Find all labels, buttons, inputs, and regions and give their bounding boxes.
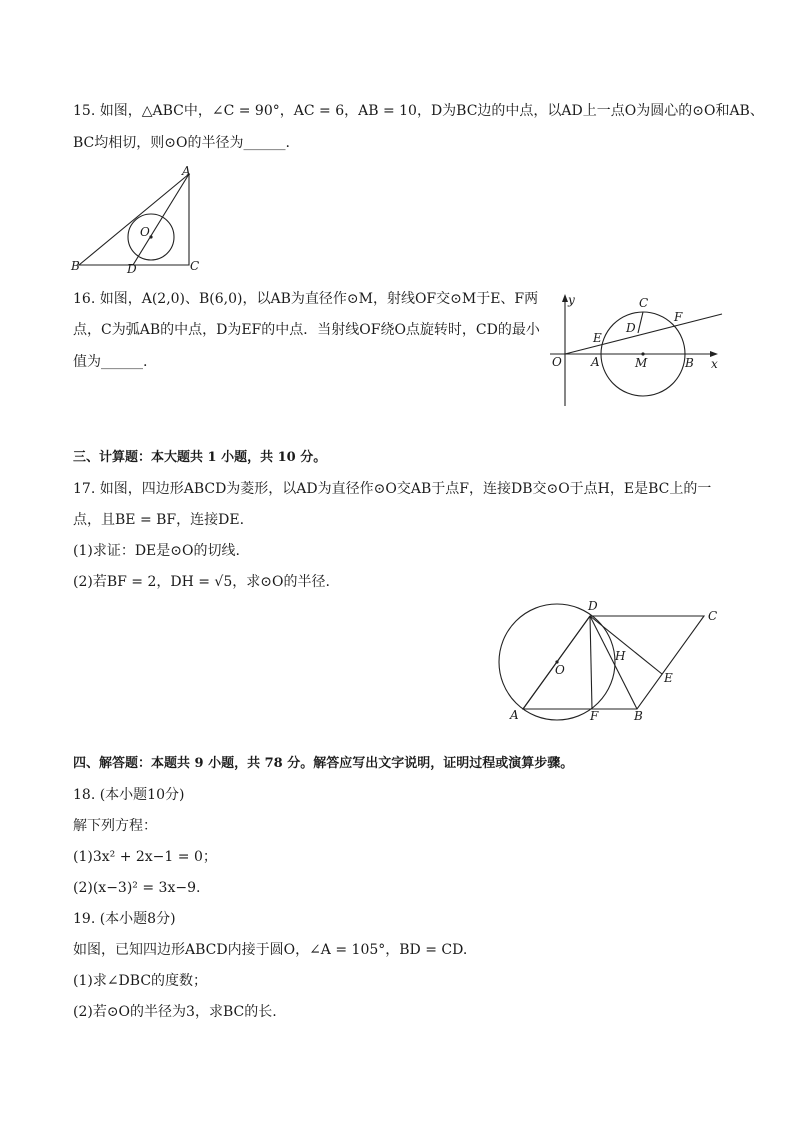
q19-part1: (1)求∠DBC的度数； (73, 973, 208, 989)
label-d: D (127, 262, 137, 276)
label-y: y (568, 293, 575, 307)
q17-rhombus-figure (492, 596, 724, 726)
q16-text-line2: 点，C为弧AB的中点，D为EF的中点．当射线OF绕O点旋转时，CD的最小 (73, 322, 540, 338)
q19-part2: (2)若⊙O的半径为3，求BC的长. (73, 1004, 277, 1020)
section-3-heading: 三、计算题：本大题共 1 小题，共 10 分。 (73, 450, 327, 465)
center-o-dot (149, 235, 152, 238)
label-a: A (510, 708, 519, 722)
label-c: C (639, 296, 649, 310)
label-b: B (71, 259, 80, 273)
label-b: B (685, 356, 694, 370)
triangle-abc (79, 174, 189, 265)
q17-part1: (1)求证：DE是⊙O的切线. (73, 543, 240, 559)
label-x: x (711, 357, 718, 371)
segment-df (590, 616, 592, 709)
label-o: O (552, 355, 562, 369)
label-d: D (626, 321, 636, 335)
label-d: D (588, 599, 598, 613)
q15-text-line2: BC均相切，则⊙O的半径为______. (73, 135, 290, 151)
segment-de (590, 616, 662, 674)
q19-title: 19. (本小题8分) (73, 911, 176, 927)
q15-text-line1: 15. 如图，△ABC中，∠C = 90°，AC = 6，AB = 10，D为BC边的中点，以AD上一点O为圆心的⊙O和AB、 (73, 103, 764, 119)
segment-ad (133, 174, 189, 265)
q16-text-line1: 16. 如图，A(2,0)、B(6,0)，以AB为直径作⊙M，射线OF交⊙M于E、F两 (73, 291, 539, 307)
label-c: C (190, 259, 200, 273)
label-h: H (615, 649, 626, 663)
label-b: B (634, 709, 643, 723)
q18-part2: (2)(x−3)² = 3x−9. (73, 880, 201, 896)
q17-part2: (2)若BF = 2，DH = √5，求⊙O的半径. (73, 574, 330, 590)
q16-coordinate-figure (546, 286, 724, 410)
diagonal-db (590, 616, 637, 709)
label-e: E (664, 671, 673, 685)
label-m: M (635, 356, 648, 370)
label-f: F (674, 310, 683, 324)
q19-intro: 如图，已知四边形ABCD内接于圆O，∠A = 105°，BD = CD. (73, 942, 468, 958)
label-o: O (140, 225, 150, 239)
q17-text-line2: 点，且BE = BF，连接DE. (73, 512, 245, 528)
label-o: O (555, 663, 565, 677)
label-e: E (593, 331, 602, 345)
ray-of (565, 314, 722, 354)
label-f: F (590, 709, 599, 723)
label-a: A (182, 164, 191, 178)
label-c: C (708, 609, 718, 623)
q17-text-line1: 17. 如图，四边形ABCD为菱形，以AD为直径作⊙O交AB于点F，连接DB交⊙O于点H，E是BC上的一 (73, 481, 712, 497)
q16-text-line3: 值为______. (73, 354, 148, 370)
segment-cd (638, 312, 643, 333)
q18-intro: 解下列方程： (73, 818, 157, 834)
section-4-heading: 四、解答题：本题共 9 小题，共 78 分。解答应写出文字说明，证明过程或演算步骤。 (73, 756, 574, 771)
q18-part1: (1)3x² + 2x−1 = 0； (73, 849, 217, 865)
q15-triangle-figure (66, 162, 212, 276)
q18-title: 18. (本小题10分) (73, 787, 185, 803)
label-a: A (591, 355, 600, 369)
